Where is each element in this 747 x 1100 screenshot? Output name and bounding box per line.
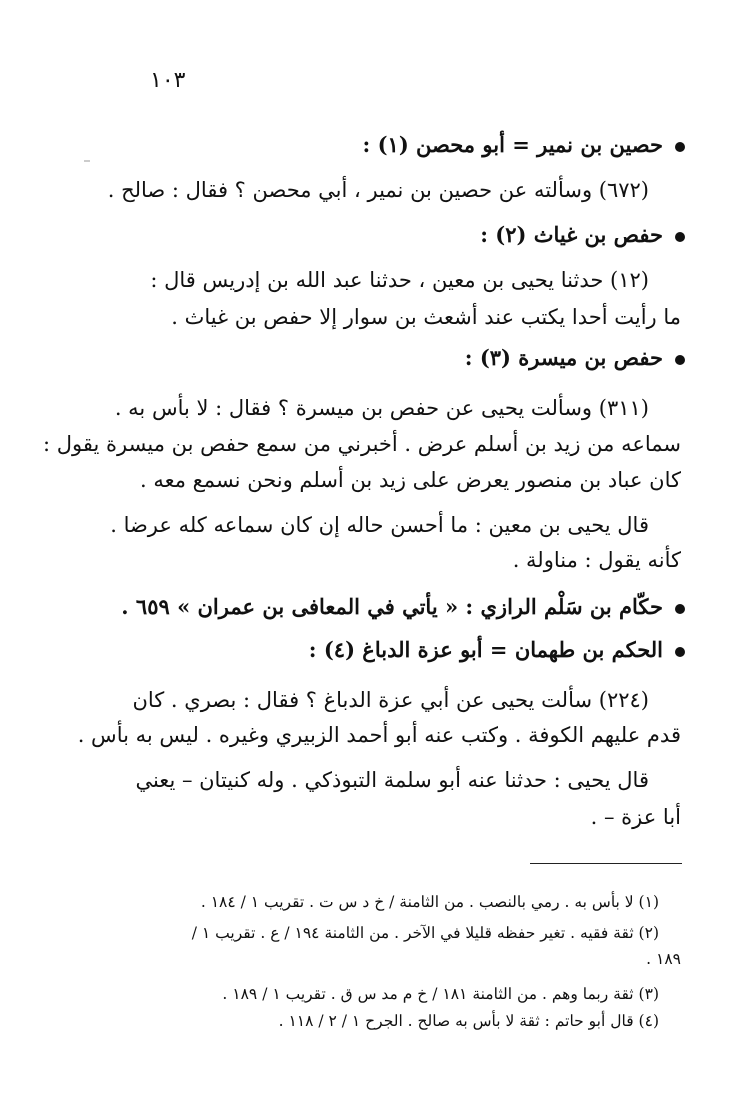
entry-heading-hafs-maysara: [465, 343, 685, 373]
entry-heading-hakam: [309, 635, 685, 665]
footnote-3: (٣) ثقة ربما وهم . من الثامنة ١٨١ / خ م مد س ق . تقريب ١ / ١٨٩ .: [222, 985, 659, 1003]
bullet-icon: [675, 142, 685, 152]
text-line: أبا عزة – .: [590, 805, 681, 829]
text-line: قدم عليهم الكوفة . وكتب عنه أبو أحمد الزبيري وغيره . ليس به بأس .: [77, 723, 681, 747]
heading-text: حصين بن نمير = أبو محصن (١) :: [362, 132, 663, 157]
bullet-icon: [675, 604, 685, 614]
text-line: كأنه يقول : مناولة .: [512, 548, 681, 572]
text-line: ما رأيت أحدا يكتب عند أشعث بن سوار إلا حفص بن غياث .: [171, 305, 681, 329]
heading-text: حفص بن غياث (٢) :: [480, 222, 663, 247]
text-line: قال يحيى بن معين : ما أحسن حاله إن كان سماعه كله عرضا .: [110, 513, 649, 537]
text-line: كان عباد بن منصور يعرض على زيد بن أسلم ونحن نسمع معه .: [139, 468, 681, 492]
heading-text: حكّام بن سَلْم الرازي : « يأتي في المعافى بن عمران » ٦٥٩ .: [121, 594, 663, 619]
text-line: سماعه من زيد بن أسلم عرض . أخبرني من سمع حفص بن ميسرة يقول :: [43, 432, 681, 456]
entry-heading-hakkam: [121, 592, 685, 622]
text-line: قال يحيى : حدثنا عنه أبو سلمة التبوذكي . وله كنيتان – يعني: [135, 768, 649, 792]
footnote-1: (١) لا بأس به . رمي بالنصب . من الثامنة / خ د س ت . تقريب ١ / ١٨٤ .: [200, 893, 659, 911]
footnote-4: (٤) قال أبو حاتم : ثقة لا بأس به صالح . الجرح ١ / ٢ / ١١٨ .: [278, 1012, 659, 1030]
footnote-2-continued: ١٨٩ .: [646, 950, 681, 968]
text-line: (٣١١) وسألت يحيى عن حفص بن ميسرة ؟ فقال : لا بأس به .: [114, 396, 649, 420]
bullet-icon: [675, 647, 685, 657]
text-line: (١٢) حدثنا يحيى بن معين ، حدثنا عبد الله بن إدريس قال :: [150, 268, 649, 292]
heading-text: حفص بن ميسرة (٣) :: [464, 345, 663, 370]
text-line: (٢٢٤) سألت يحيى عن أبي عزة الدباغ ؟ فقال : بصري . كان: [132, 688, 649, 712]
footnote-2: (٢) ثقة فقيه . تغير حفظه قليلا في الآخر . من الثامنة ١٩٤ / ع . تقريب ١ /: [191, 924, 659, 942]
entry-heading-husayn: [363, 130, 685, 160]
page-number: ١٠٣: [150, 68, 186, 93]
footnote-separator: [530, 863, 682, 864]
scan-speck: [84, 160, 90, 162]
entry-heading-hafs-ghiyath: [480, 220, 685, 250]
bullet-icon: [675, 355, 685, 365]
text-line: (٦٧٢) وسألته عن حصين بن نمير ، أبي محصن ؟ فقال : صالح .: [107, 178, 649, 202]
bullet-icon: [675, 232, 685, 242]
heading-text: الحكم بن طهمان = أبو عزة الدباغ (٤) :: [308, 637, 663, 662]
